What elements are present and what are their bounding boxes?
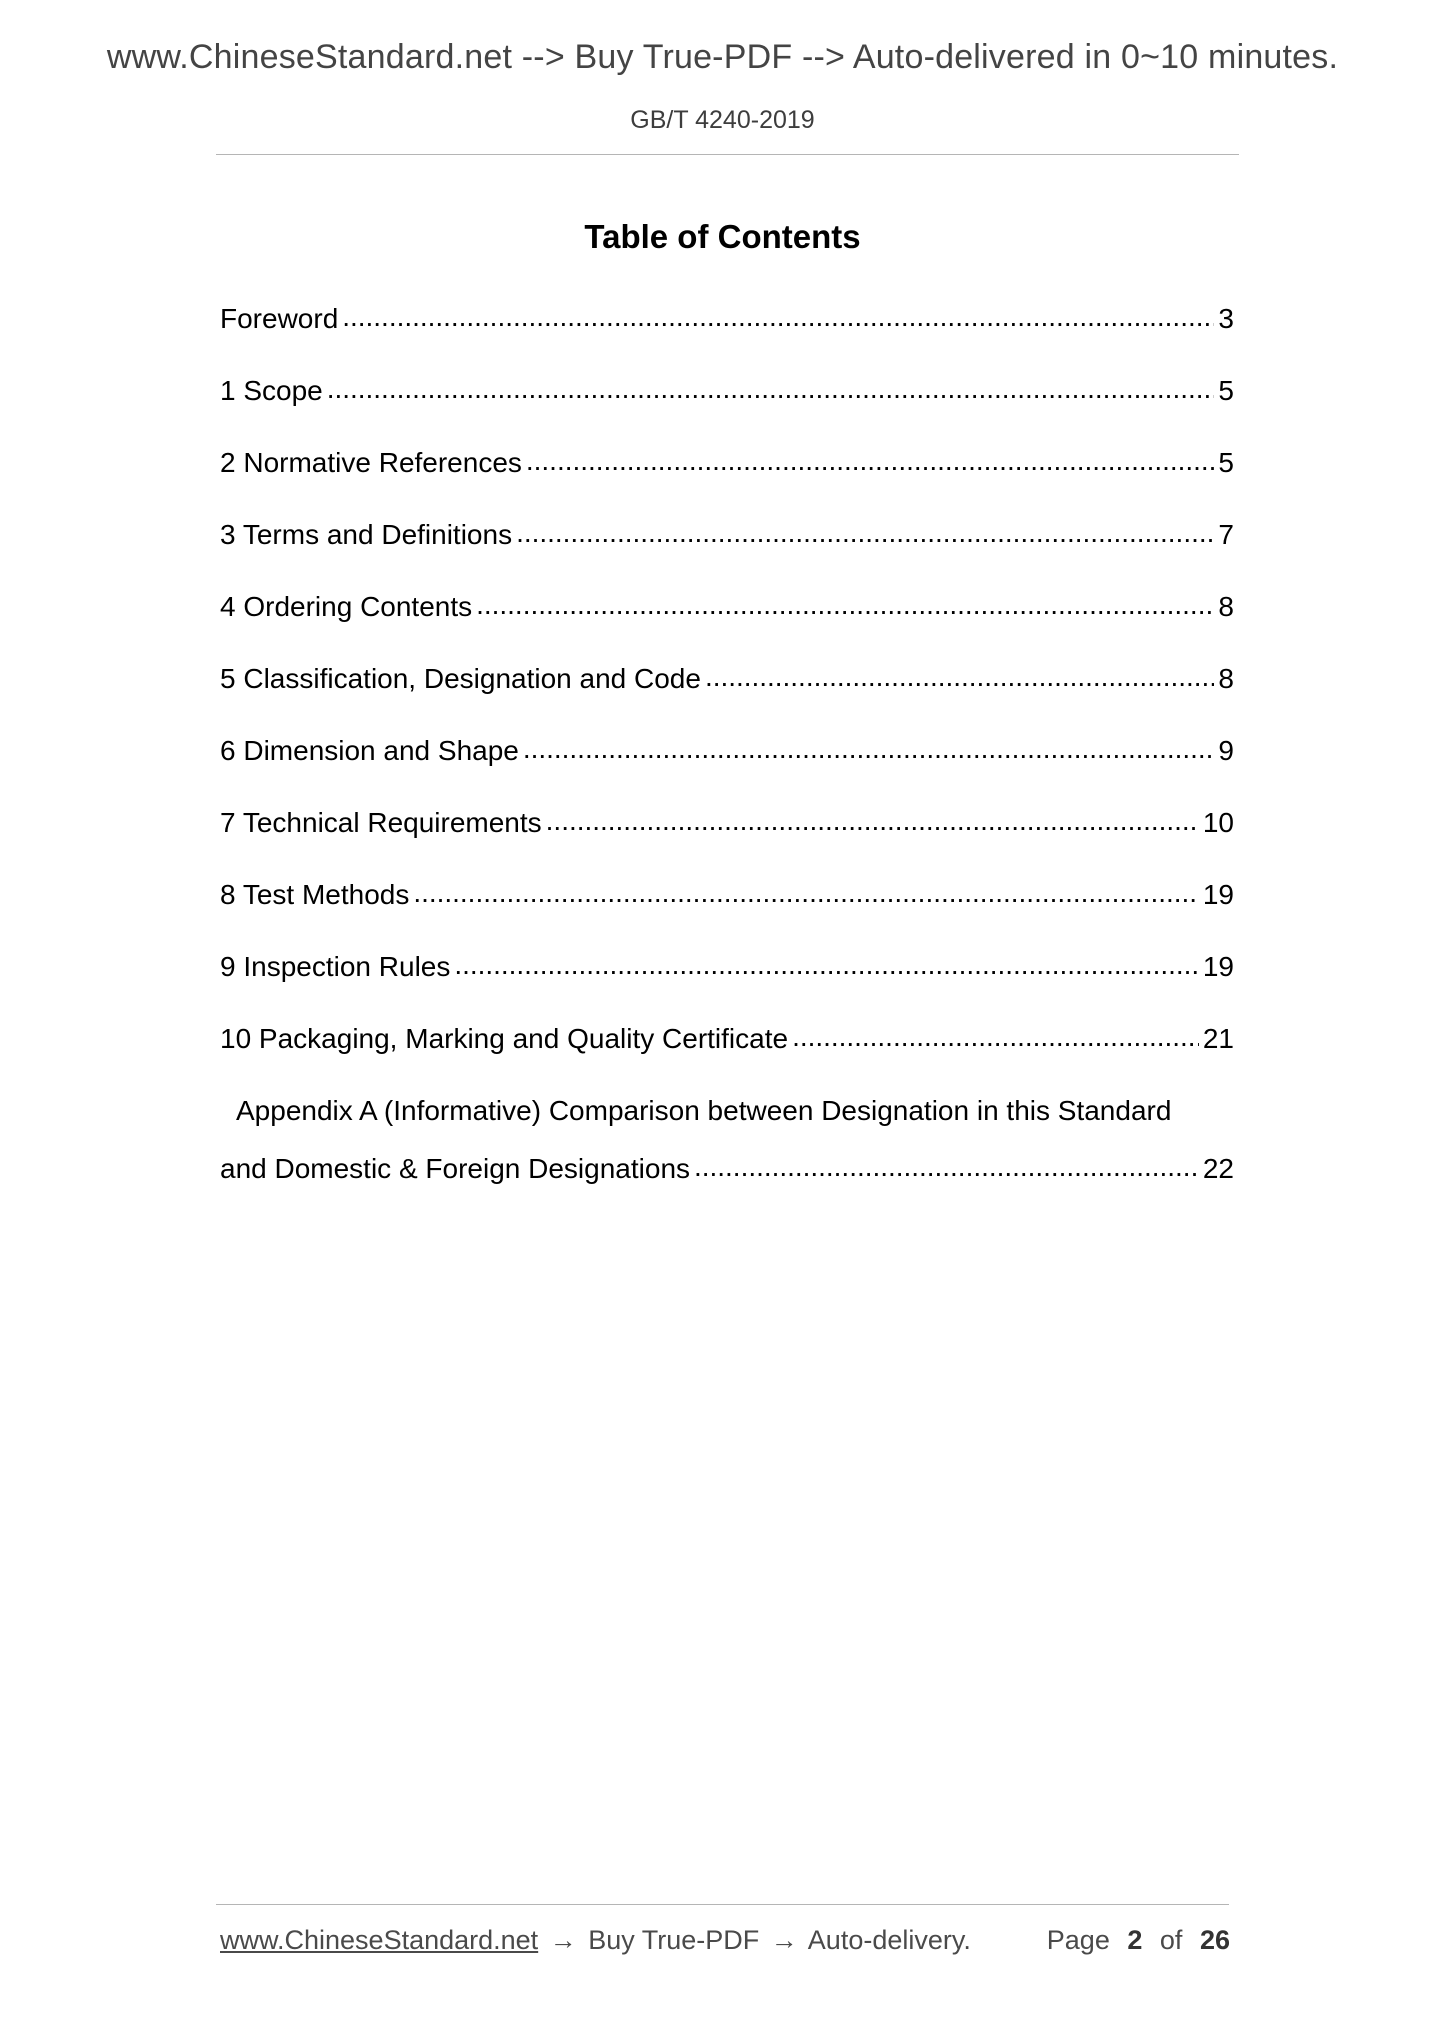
toc-leader-dots (516, 510, 1214, 556)
toc-entry-label: 9 Inspection Rules (220, 951, 451, 982)
footer-buy-text: Buy True-PDF (588, 1925, 760, 1955)
toc-leader-dots (546, 798, 1199, 844)
page-footer (220, 1925, 1230, 1956)
toc-entry-ordering-contents[interactable] (220, 584, 1234, 656)
toc-list (220, 296, 1234, 1192)
toc-entry-packaging-marking[interactable] (220, 1016, 1234, 1088)
toc-entry-inspection-rules[interactable] (220, 944, 1234, 1016)
toc-entry-page: 19 (1202, 951, 1234, 982)
toc-leader-dots (342, 294, 1214, 340)
toc-entry-label: 7 Technical Requirements (220, 807, 542, 838)
toc-leader-dots (694, 1144, 1199, 1190)
toc-leader-dots (327, 366, 1215, 412)
footer-divider (216, 1904, 1229, 1905)
footer-promo (220, 1925, 971, 1956)
toc-entry-label: 2 Normative References (220, 447, 522, 478)
top-banner: www.ChineseStandard.net --> Buy True-PDF --> Auto-delivered in 0~10 minutes. (106, 38, 1339, 76)
toc-entry-page: 3 (1218, 303, 1234, 334)
footer-site-link[interactable]: www.ChineseStandard.net (220, 1925, 539, 1955)
toc-entry-page: 8 (1218, 663, 1234, 694)
page-current: 2 (1127, 1925, 1143, 1955)
toc-leader-dots (705, 654, 1214, 700)
toc-entry-normative-references[interactable] (220, 440, 1234, 512)
toc-entry-appendix-a[interactable] (220, 1088, 1234, 1192)
toc-leader-dots (523, 726, 1215, 772)
toc-entry-page: 22 (1202, 1153, 1234, 1184)
toc-leader-dots (476, 582, 1214, 628)
toc-entry-page: 5 (1218, 447, 1234, 478)
toc-appendix-line2: and Domestic & Foreign Designations (220, 1153, 691, 1184)
toc-entry-scope[interactable] (220, 368, 1234, 440)
arrow-right-icon: → (770, 1925, 798, 1955)
toc-entry-label: 3 Terms and Definitions (220, 519, 513, 550)
toc-leader-dots (413, 870, 1198, 916)
toc-entry-test-methods[interactable] (220, 872, 1234, 944)
toc-entry-label: 6 Dimension and Shape (220, 735, 519, 766)
toc-appendix-line2-row (220, 1146, 1234, 1192)
toc-entry-page: 7 (1218, 519, 1234, 550)
toc-title: Table of Contents (584, 218, 861, 255)
toc-entry-dimension-shape[interactable] (220, 728, 1234, 800)
toc-entry-page: 9 (1218, 735, 1234, 766)
toc-entry-page: 10 (1202, 807, 1234, 838)
toc-entry-terms-definitions[interactable] (220, 512, 1234, 584)
toc-appendix-line1: Appendix A (Informative) Comparison between Designation in this Standard (236, 1095, 1172, 1126)
arrow-right-icon: → (549, 1925, 577, 1955)
toc-entry-technical-requirements[interactable] (220, 800, 1234, 872)
toc-entry-label: 5 Classification, Designation and Code (220, 663, 701, 694)
toc-entry-label: 8 Test Methods (220, 879, 410, 910)
toc-leader-dots (526, 438, 1215, 484)
toc-leader-dots (454, 942, 1198, 988)
toc-entry-label: 10 Packaging, Marking and Quality Certificate (220, 1023, 789, 1054)
document-code: GB/T 4240-2019 (630, 106, 815, 134)
page-total: 26 (1199, 1925, 1230, 1955)
footer-delivery-text: Auto-delivery. (807, 1925, 971, 1955)
toc-leader-dots (792, 1014, 1199, 1060)
toc-entry-label: 4 Ordering Contents (220, 591, 473, 622)
toc-entry-label: Foreword (220, 303, 339, 334)
toc-entry-classification[interactable] (220, 656, 1234, 728)
toc-entry-foreword[interactable] (220, 296, 1234, 368)
page-of: of (1159, 1925, 1183, 1955)
toc-entry-page: 19 (1202, 879, 1234, 910)
toc-entry-page: 21 (1202, 1023, 1234, 1054)
header-divider (216, 154, 1239, 155)
page-indicator (1047, 1925, 1230, 1956)
toc-entry-label: 1 Scope (220, 375, 323, 406)
page-label: Page (1046, 1925, 1110, 1955)
toc-entry-page: 5 (1218, 375, 1234, 406)
toc-entry-page: 8 (1218, 591, 1234, 622)
